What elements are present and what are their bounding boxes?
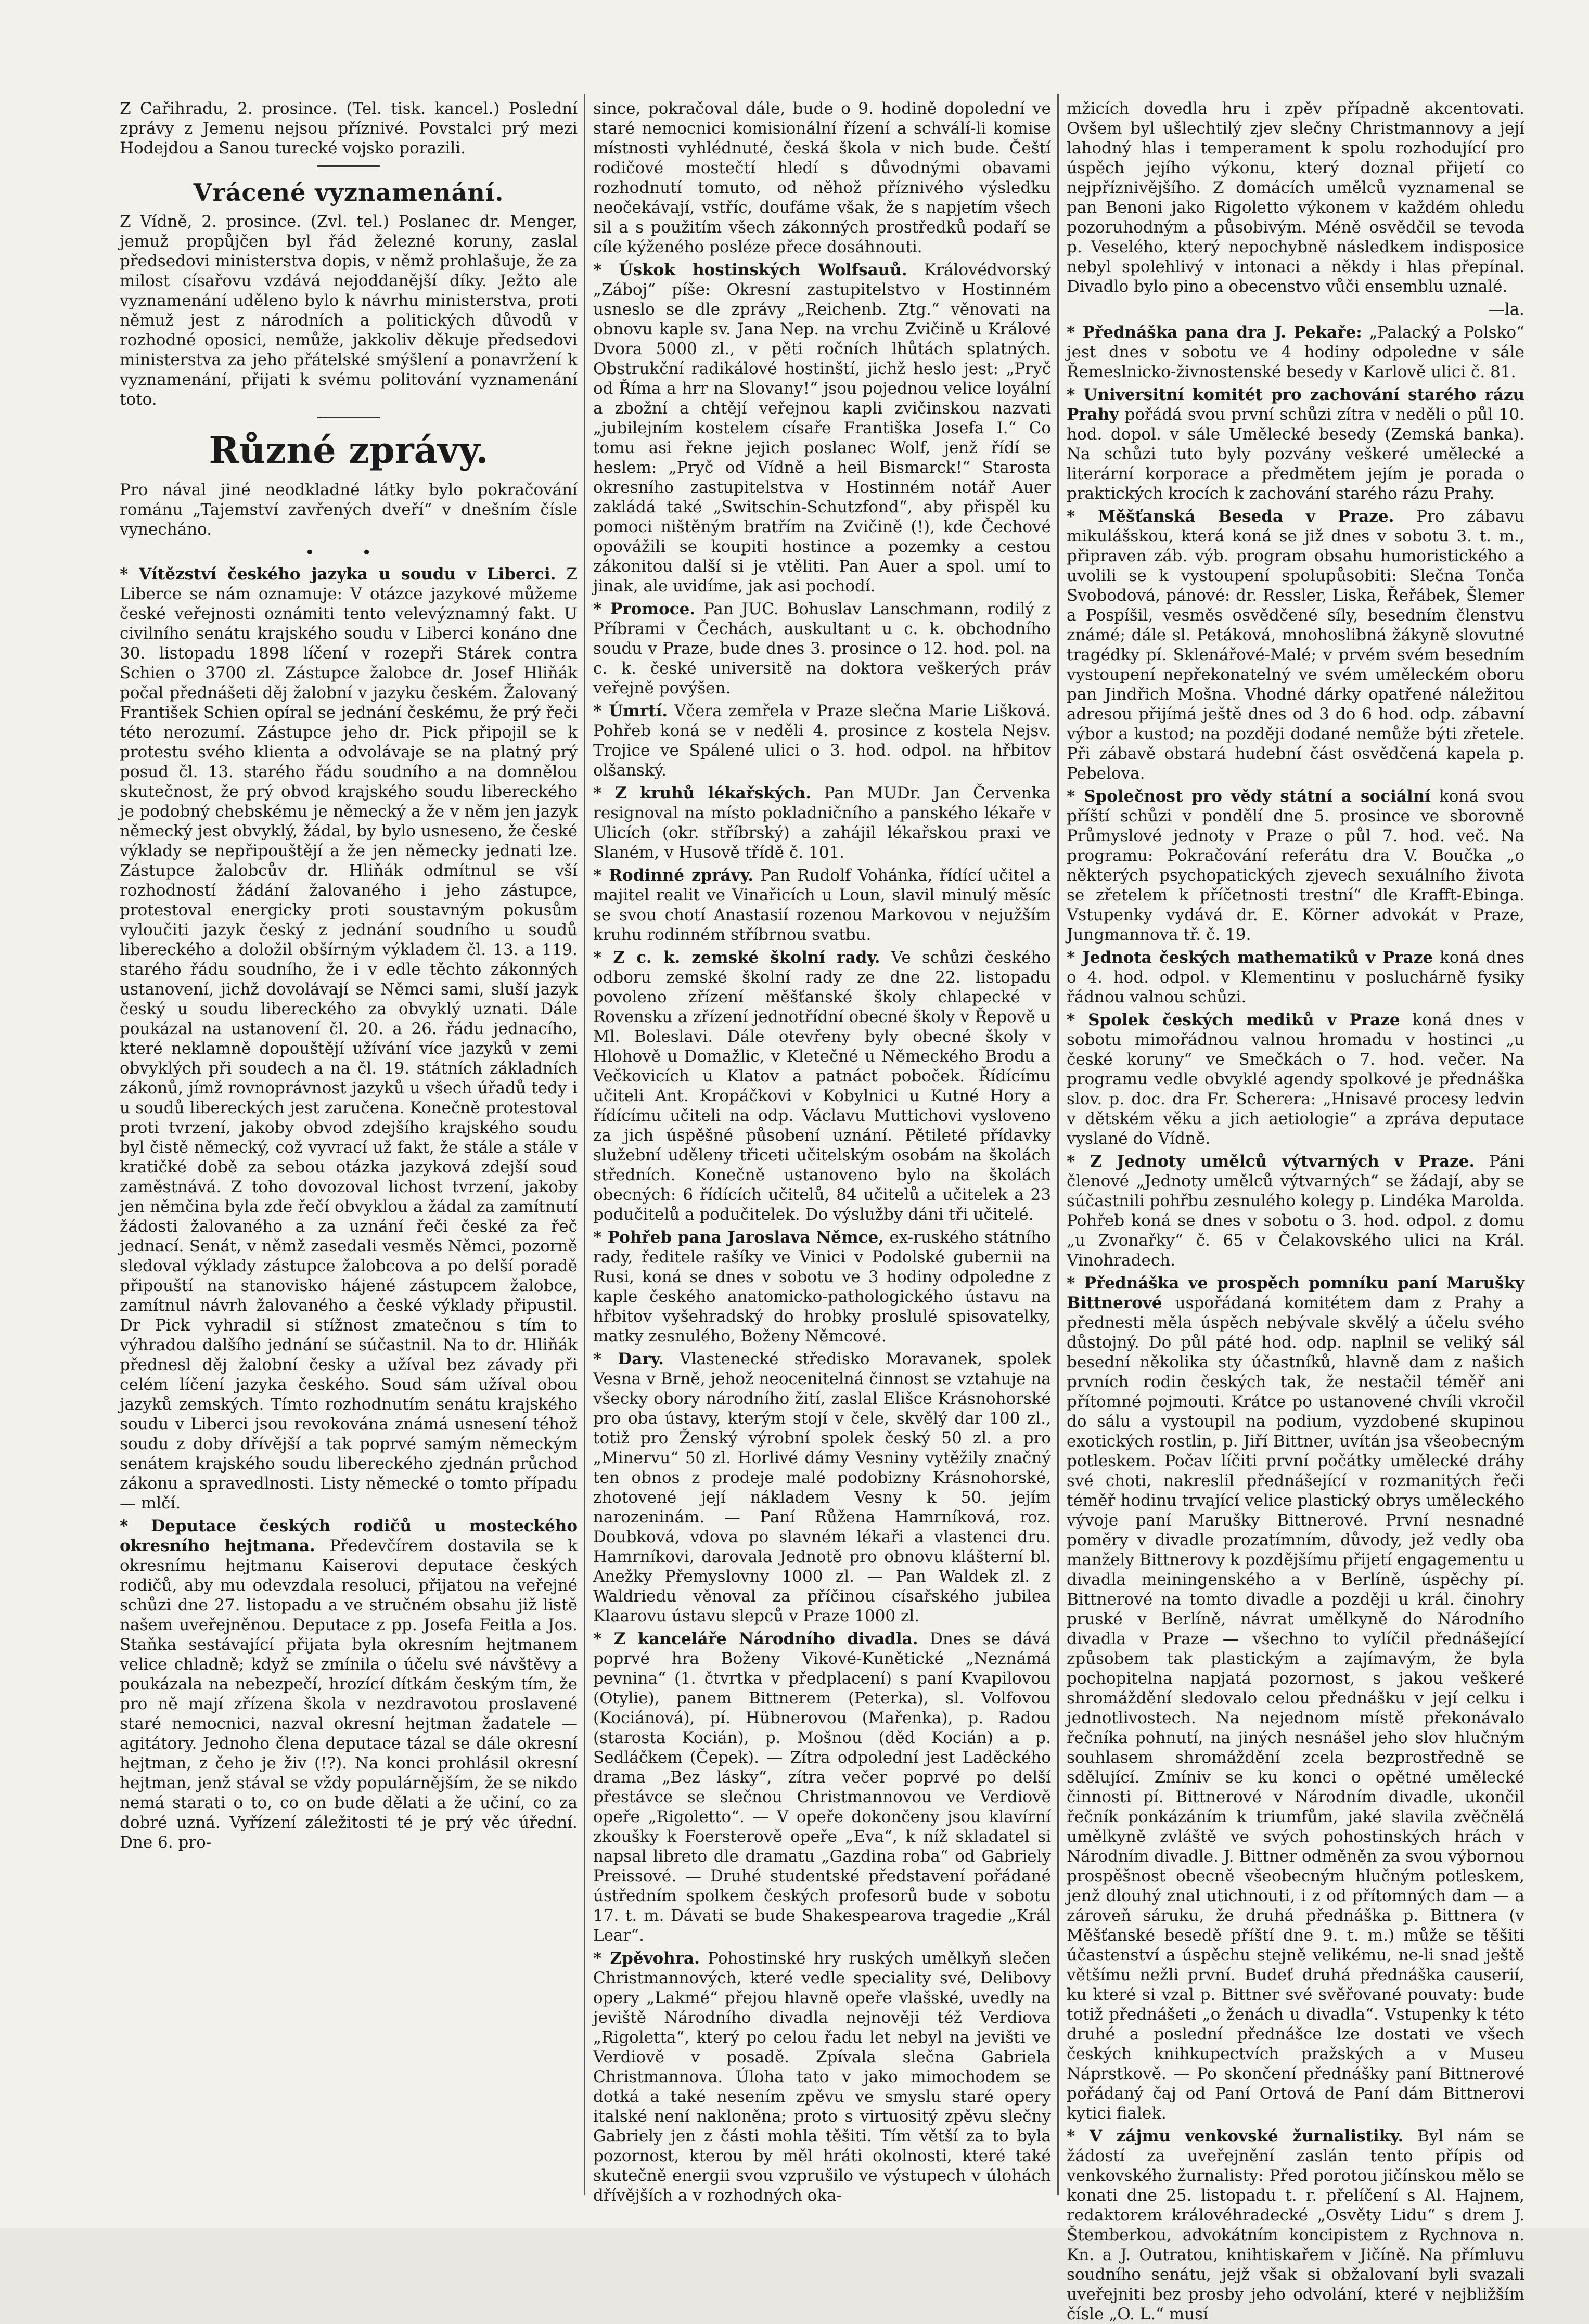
article — [1067, 507, 1524, 783]
article — [1067, 322, 1524, 382]
article — [593, 1629, 1051, 1945]
article — [593, 1948, 1051, 2205]
separator — [317, 165, 380, 167]
article-text: Ve schůzi českého odboru zemské školní rady ze dne 22. listopadu povoleno zřízení měšťanské školy chlapecké v Rovensku a zřízení jednotřídní obecné školy v Řepově u Ml. Boleslavi. Dále otevřeny byly obecné školy v Hlohově u Domažlic, v Kletečné u Německého Brodu a Večkovicích u Klatov a patnáct poboček. Řídícímu učiteli Ant. Kropáčkovi v Kobylnici u Kutné Hory a řídícímu učiteli na odp. Václavu Muttichovi vysloveno za jich úspěšné působení uznání. Pětileté přídavky služební uděleny třiceti učitelským osobám na školách středních. Konečně ustanoveno bylo na školách obecných: 6 řídících učitelů, 84 učitelů a učitelek a 23 podučitelů a podučitelek. Do výslužby dáni tři učitelé. — [593, 948, 1051, 1224]
article — [593, 866, 1051, 945]
article-text: koná dnes v sobotu mimořádnou valnou hromadu v hostinci „u české koruny“ ve Smečkách o 7. hod. večer. Na programu vedle obvyklé agendy spolkové je přednáška slov. p. doc. dra Fr. Scherera: „Hnisavé procesy ledvin v dětském věku a jich aetiologie“ a zpráva deputace vyslané do Vídně. — [1067, 1011, 1524, 1148]
article — [593, 701, 1051, 780]
article-title: * Z kanceláře Národního divadla. — [593, 1630, 918, 1648]
article-text: Pan JUC. Bohuslav Lanschmann, rodilý z Příbrami v Čechách, auskultant u c. k. obchodního soudu v Praze, bude dnes 3. prosince o 12. hod. pol. na c. k. české universitě na doktora veškerých práv veřejně povýšen. — [593, 600, 1051, 698]
article-text: since, pokračoval dále, bude o 9. hodině dopolední ve staré nemocnici komisionální řízení a schválí-li komise místnosti vyhlédnuté, česká škola v nich bude. Čeští rodičové mostečtí hledí s důvodnými obavami rozhodnutí tomuto, od něhož příznivého výsledku neočekávají, vstříc, doufáme však, že s napjetím všech sil a s použitím všech zákonných prostředků podaří se cíle kýženého posléze přece dosáhnouti. — [593, 99, 1051, 256]
article-text: „Palacký a Polsko“ jest dnes v sobotu ve 4 hodiny odpoledne v sále Řemeslnicko-živnostenské besedy v Karlově ulici č. 81. — [1067, 323, 1525, 381]
article-text: Dnes se dává poprvé hra Boženy Vikové-Kunětické „Neznámá pevnina“ (1. čtvrtka v předplacení) s paní Kvapilovou (Otylie), panem Bittnerem (Peterka), sl. Volfovou (Kociánová), pí. Hübnerovou (Mařenka), p. Radou (starosta Kocián), p. Mošnou (děd Kocián) a p. Sedláčkem (Čepek). — Zítra odpolední jest Laděckého drama „Bez lásky“, zítra večer poprvé po delší přestávce se slečnou Christmannovou ve Verdiově opeře „Rigoletto“. — V opeře dokončeny jsou klavírní zkoušky k Foersterově opeře „Eva“, k níž skladatel si napsal libreto dle dramatu „Gazdina roba“ od Gabriely Preissové. — Druhé studentské představení pořádané ústředním spolkem českých profesorů bude v sobotu 17. t. m. Dávati se bude Shakespearova tragedie „Král Lear“. — [593, 1630, 1052, 1945]
article — [1067, 1152, 1524, 1270]
article — [593, 599, 1051, 698]
article-title: * Universitní komitét pro zachování starého rázu Prahy — [1067, 385, 1524, 424]
column-rule — [1057, 94, 1059, 2195]
article-text: Vlastenecké středisko Moravanek, spolek Vesna v Brně, jehož neocenitelná činnost se vztahuje na všecky obory národního žití, zaslal Elišce Krásnohorské pro oba ústavy, kterým stojí v čele, skvělý dar 100 zl., totiž pro Ženský výrobní spolek český 50 zl. a pro „Minervu“ 50 zl. Horlivé dámy Vesniny vytěžily značný ten obnos z prodeje malé podobizny Krásnohorské, zhotovené její nákladem Vesny k 50. jejím narozeninám. — Paní Růžena Hamrníková, roz. Doubková, vdova po slavném lékaři a vlastenci dru. Hamrníkovi, darovala Jednotě pro obnovu klášterní bl. Anežky Přemyslovny 1000 zl. — Pan Waldek zl. z Waldriedu věnoval za příčinou císařského jubilea Klaarovu ústavu slepců v Praze 1000 zl. — [593, 1350, 1051, 1625]
article-text: Pro nával jiné neodkladné látky bylo pokračování románu „Tajemství zavřených dveří“ v dnešním čísle vynecháno. — [120, 481, 578, 539]
article — [1067, 385, 1524, 503]
article — [593, 948, 1051, 1224]
article-title: * Měšťanská Beseda v Praze. — [1067, 507, 1394, 526]
article-title: * Z kruhů lékařských. — [593, 784, 812, 803]
article-text: Včera zemřela v Praze slečna Marie Lišková. Pohřeb koná se v neděli 4. prosince z kostela Nejsv. Trojice ve Spálené ulici o 3. hod. odpol. na hřbitov olšanský. — [593, 702, 1052, 780]
article-title: * V zájmu venkovské žurnalistiky. — [1067, 2127, 1404, 2146]
article — [1067, 786, 1524, 945]
article-title: * Jednota českých mathematiků v Praze — [1067, 948, 1433, 967]
article — [593, 1349, 1051, 1626]
article-text: Královédvorský „Záboj“ píše: Okresní zastupitelstvo v Hostinném usneslo se dle zprávy „Reichenb. Ztg.“ věnovati na obnovu kaple sv. Jana Nep. na vrchu Zvičině u Králové Dvora 5000 zl., v pěti ročních lhůtách splatných. Obstrukční radikálové hostinští, jichž heslo jest: „Pryč od Říma a hrr na Slovany!“ jsou pojednou velice loyální a zbožní a chtějí veřejnou kapli zvičinskou nazvati „jubilejním kostelem císaře Františka Josefa I.“ Co tomu asi řekne jejich poslanec Wolf, jenž řídí se heslem: „Pryč od Vídně a heil Bismarck!“ Starosta okresního zastupitelstva v Hostinném notář Auer zakládá také „Switschin-Schutzfond“, aby přispěl ku pomoci ništěným bratřím na Zvičině (!), kde Čechové opovážili se koupiti hostince a pozemky a cestou zákonitou další si je vtěliti. Pan Auer a spol. umí to jinak, ale uvidíme, jak asi pochodí. — [593, 261, 1051, 596]
article-title: * Úmrtí. — [593, 702, 668, 720]
article-text: uspořádaná komitétem dam z Prahy a přednesti měla úspěch nebývale skvělý a účelu svého důstojný. Do půl páté hod. odp. naplnil se veliký sál besední několika sty účastníků, hlavně dam z našich prvních rodin českých tak, že nestačil téměř ani přítomné pojmouti. Krátce po ustanovené chvíli vkročil do sálu a vystoupil na podium, vyzdobené skupinou exotických rostlin, p. Jiří Bittner, uvítán jsa všeobecným potleskem. Počav líčiti první počátky umělecké dráhy své choti, nakreslil přednášející v rozmanitých řeči téměř hodinu trvající velice plastický obrys uměleckého vývoje paní Marušky Bittnerové. První nesnadné poměry v divadle prozatímním, důvody, jež vedly oba manžely Bittnerovy k pozdějšímu přijetí engagementu u divadla meiningenského a v Berlíně, úspěchy pí. Bittnerové na tomto divadle a později u král. činohry pruské v Berlíně, návrat umělkyně do Národního divadla v Praze — všechno to vylíčil přednášející způsobem tak plastickým a zajímavým, že byla pochopitelna napjatá pozornost, s jakou veškeré shromáždění sledovalo celou přednášku v její celku i jednotlivostech. Na nejednom místě překonávalo řečníka pohnutí, na jiných nesnášel jeho slov hlučným souhlasem shromáždění zcela bezprostředně se sdělující. Zmíniv se ku konci o opětné umělecké činnosti pí. Bittnerové v Národním divadle, ukončil řečník ponkázáním k triumfům, jaké slavila zvěčnělá umělkyně zvláště ve svých pohostinských hrách v Národním divadle. J. Bittner odměněn za svou výbornou prospěšnost obecně všeobecným hlučným potleskem, jenž dlouhý znal utichnouti, i z od přítomných dam — a zároveň sáruku, že druhá přednáška p. Bittnera (v Měšťanské besedě příští dne 9. t. m.) může se těšiti účastenství a úspěchu stejně velikému, ne-li snad ještě většímu nežli první. Budeť druhá přednáška causerií, ku které si vzal p. Bittner své svěřované pouvaty: bude totiž přednášeti „o ženách u divadla“. Vstupenky k této druhé a poslední přednášce lze dostati ve všech českých knihkupectvích pražských a v Museu Náprstkově. — Po skončení přednášky paní Bittnerové pořádaný čaj od Paní Ortová de Paní dám Bittnerovi kytici fialek. — [1067, 1294, 1524, 2123]
article-title: * Z Jednoty umělců výtvarných v Praze. — [1067, 1152, 1475, 1171]
article — [1067, 1273, 1524, 2123]
separator — [317, 417, 380, 418]
author-signature: —la. — [1488, 300, 1524, 319]
article — [593, 1228, 1051, 1346]
article-text: mžicích dovedla hru i zpěv případně akcentovati. Ovšem byl ušlechtilý zjev slečny Christmannovy a její lahodný hlas i temperament k spolu rozhodující pro úspěch jejího výkonu, který doznal přijetí co nejpříznivějšího. Z domácích umělců vyznamenal se pan Benoni jako Rigoletto výkonem v každém ohledu pozoruhodným a působivým. Méně osvědčil se tevoda p. Veselého, který nepochybně následkem indisposice nebyl spolehlivý v intonaci a někdy i hlas přepínal. Divadlo bylo pino a obecenstvo vůči ensemblu uznalé. — [1067, 99, 1524, 296]
article-text: Pro zábavu mikulášskou, která koná se již dnes v sobotu 3. t. m., připraven záb. výb. program obsahu humoristického a uvolili se k vystoupení spolupůsobiti: Slečna Tonča Svobodová, pánové: dr. Ressler, Liska, Řeřábek, Šlemer a Pospíšil, vesměs osvědčené síly, besedním členstvu známé; dále sl. Petáková, mnohoslibná žákyně slovutné tragédky pí. Sklenářové-Malé; v prvém svém besedním vystoupení nepřekonatelný ve svém uměleckém oboru pan Jindřich Mošna. Vhodné dárky opatřené náležitou adresou přijímá ještě dnes od 3 do 6 hod. odp. zábavní výbor a kustod; na později dodané nemůže býti zřetele. Při zábavě obstará hudební část osvědčená kapela p. Pebelova. — [1067, 507, 1524, 783]
article-text: koná dnes o 4. hod. odpol. v Klementinu v posluchárně fysiky řádnou valnou schůzi. — [1067, 948, 1524, 1006]
article — [120, 564, 578, 1513]
article-text: Předevčírem dostavila se k okresnímu hejtmanu Kaiserovi deputace českých rodičů, aby mu odevzdala resoluci, přijatou na veřejné schůzi dne 27. listopadu a ve stručném obsahu již listě našem uveřejněnou. Deputace z pp. Josefa Feitla a Jos. Staňka sestávající přijata byla okresním hejtmanem velice chladně; když se zmínila o účelu své návštěvy a poukázala na nebezpečí, hrozící dítkám českým tím, že pro ně mají zřízena škola v nezdravotou proslavené staré nemocnici, nazval okresní hejtman žadatele — agitátory. Jednoho člena deputace tázal se dále okresní hejtman, z čeho je živ (!?). Na konci prohlásil okresní hejtman, jenž stával se vždy populárnějším, že se nikdo nemá starati o to, co on bude dělati a že učiní, co za dobré uzná. Vyřízení záležitosti té je prý věc úřední. Dne 6. pro- — [120, 1537, 578, 1852]
column-2 — [593, 99, 1052, 2205]
article-text: Z Cařihradu, 2. prosince. (Tel. tisk. kancel.) Poslední zprávy z Jemenu nejsou příznivé. Povstalci prý mezi Hodejdou a Sanou turecké vojsko porazili. — [120, 99, 578, 158]
article-title: * Dary. — [593, 1350, 664, 1368]
article-title: * Spolek českých mediků v Praze — [1067, 1011, 1400, 1029]
article-text: Pan Rudolf Vohánka, řídící učitel a majitel realit ve Vinařicích u Loun, slavil minulý měsíc se svou chotí Anastasií rozenou Markovou v nejužším kruhu rodinném stříbrnou svatbu. — [593, 866, 1052, 944]
article-text: ex-ruského státního rady, ředitele rašíky ve Vinici v Podolské gubernii na Rusi, koná se dnes v sobotu ve 3 hodiny odpoledne z kaple českého anatomicko-pathologického ústavu na hřbitov vyšehradský do hrobky proslulé spisovatelky, matky zesnulého, Boženy Němcové. — [593, 1228, 1051, 1346]
article-title: * Přednáška ve prospěch pomníku paní Marušky Bittnerové — [1067, 1274, 1524, 1312]
article-text: Páni členové „Jednoty umělců výtvarných“ se žádají, aby se súčastnili pohřbu zesnulého kolegy p. Lindéka Marolda. Pohřeb koná se dnes v sobotu o 3. hod. odpol. z domu „u Zvonařky“ č. 65 v Čelakovského ulici na Král. Vinohradech. — [1067, 1152, 1524, 1270]
article-title: * Rodinné zprávy. — [593, 866, 754, 885]
dots-divider: • • — [305, 543, 392, 562]
article — [120, 1516, 578, 1852]
article — [1067, 1010, 1524, 1148]
article-text: Byl nám se žádostí za uveřejnění zaslán tento přípis od venkovského žurnalisty: Před porotou jičínskou mělo se konati dne 25. listopadu t. r. přelíčení s Al. Hajnem, redaktorem královéhradecké „Osvěty Lidu“ s drem J. Štemberkou, advokátním koncipistem z Rychnova n. Kn. a J. Outratou, knihtiskařem v Jičíně. Na přímluvu soudního senátu, jejž však si obžalovaní byli svazali uveřejniti bez prosby jeho odvolání, které v nejbližším čísle „O. L.“ musí — [1067, 2127, 1525, 2323]
article-text: Pohostinské hry ruských umělkyň slečen Christmannových, které vedle speciality své, Delibovy opery „Lakmé“ přejou hlavně opeře vlašské, uvedly na jeviště Národního divadla nejnověji též Verdiova „Rigoletta“, který po celou řadu let nebyl na jevišti ve Verdiově v posadě. Zpívala slečna Gabriela Christmannova. Úloha tato v jako mimochodem se dotká a také nesením zpěvu ve smyslu staré opery italské není nakloněna; proto s virtuositý zpěvu slečny Gabriely jen z části mohla těšiti. Tím větší za to byla pozornost, kterou by měl hráti okolnosti, které také skutečně energii svou vzprušilo ve výstupech v úlohách dřívějších a v rozhodných oka- — [593, 1949, 1051, 2205]
article-text: Z Liberce se nám oznamuje: V otázce jazykové můžeme české veřejnosti oznámiti tento velevýznamný fakt. U civilního senátu krajského soudu v Liberci konáno dne 30. listopadu 1898 líčení v rozepři Stárek contra Schien o 3700 zl. Zástupce žalobce dr. Josef Hliňák počal přednášeti děj žalobní v jazyku českém. Žalovaný František Schien opíral se jednání českému, že prý řeči této nerozumí. Zástupce jeho dr. Pick připojil se k protestu svého klienta a odvolávaje se na platný prý posud čl. 13. starého řádu soudního a na domnělou skutečnost, že prý obvod krajského soudu libereckého je podobný chebskému je německý a že v něm jen jazyk německý jest obvyklý, žádal, by bylo usneseno, že české výklady se nepřipouštějí a že jen německy jednati lze. Zástupce žalobcův dr. Hliňák odmítnul se vší rozhodností žádání žalovaného i jeho zástupce, protestoval energicky proti soustavným pokusům vyloučiti jazyk český z jednání soudního u soudů libereckého a doložil obšírným výkladem čl. 13. a 119. starého řádu soudního, že i v edle těchto zákonných ustanovení, jichž dovolávají se Němci sami, sluší jazyk český u soudu libereckého za obvyklý uznati. Dále poukázal na ustanovení čl. 20. a 26. řádu jednacího, které neklamně dopouštějí užívání více jazyků v zemi obvyklých při soudech a na čl. 19. státních základních zákonů, jímž rovnoprávnost jazyků u všech úřadů tedy i u soudů libereckých jest zaručena. Konečně protestoval proti tvrzení, jakoby obvod zdejšího krajského soudu byl čistě německý, což vyvrací už fakt, že stále a stále v kratičké době za sebou otázka jazyková zdejší soud zaměstnává. Z toho dovozoval lichost tvrzení, jakoby jen němčina byla zde řečí obvyklou a žádal za zamítnutí žádosti žalovaného a za uznání řeči české za řeč jednací. Senát, v němž zasedali vesměs Němci, pozorně sledoval výklady zástupce žalobcova a po delší poradě připouští na stanovisko hájené zástupcem žalobce, zamítnul návrh žalovaného a české výklady připustil. Dr Pick vyhradil si stížnost zmatečnou s tím to výhradou dalšího jednání se súčastnil. Na to dr. Hliňák přednesl děj žalobní česky a užíval bez závady při celém líčení jazyka českého. Soud sám užíval obou jazyků zemských. Tímto rozhodnutím senátu krajského soudu v Liberci jsou revokována známá usnesení téhož soudu z doby dřívější a tak poprvé samým německým senátem krajského soudu libereckého zjednán průchod zákonu a spravedlnosti. Listy německé o tomto případu — mlčí. — [120, 565, 578, 1513]
article-text: koná svou příští schůzi v pondělí dne 5. prosince ve sborovně Průmyslové jednoty v Praze o půl 7. hod. več. Na programu: Pokračování referátu dra V. Boučka „o některých psychopatických zjevech sexuálního života se zřetelem k příčetnosti trestní“ dle Krafft-Ebinga. Vstupenky vydává dr. E. Körner advokát v Praze, Jungmannova tř. č. 19. — [1067, 787, 1525, 944]
article-text: Z Vídně, 2. prosince. (Zvl. tel.) Poslanec dr. Menger, jemuž propůjčen byl řád železné koruny, zaslal předsedovi ministerstva dopis, v němž prohlašuje, že za milost císařovu vzdává nejoddanější díky. Ježto ale vyznamenání uděleno bylo k návrhu ministerstva, proti němuž jest z národních a politických důvodů v rozhodné oposici, nemůže, jakkoliv děkuje předsedovi ministerstva za jeho přátelské smýšlení a ponavržení k vyznamenání, přijati k svému politování vyznamenání toto. — [120, 212, 578, 409]
article — [1067, 948, 1524, 1007]
section-title: Různé zprávy. — [209, 429, 489, 472]
column-3 — [1067, 99, 1525, 2323]
article — [593, 783, 1051, 862]
article-title: * Přednáška pana dra J. Pekaře: — [1067, 323, 1362, 342]
article-title: * Promoce. — [593, 600, 696, 618]
article — [1067, 2126, 1524, 2324]
article-title: * Pohřeb pana Jaroslava Němce, — [593, 1228, 885, 1247]
article-title: * Vítězství českého jazyka u soudu v Liberci. — [120, 565, 556, 584]
article — [593, 260, 1051, 596]
article-text: pořádá svou první schůzi zítra v neděli o půl 10. hod. dopol. v sále Umělecké besedy (Zemská banka). Na schůzi tuto byly pozvány veškeré umělecké a literární korporace a předmětem jejím je porada o praktických krocích k zachování starého rázu Prahy. — [1067, 405, 1524, 503]
article-title: * Deputace českých rodičů u mosteckého okresního hejtmana. — [120, 1517, 578, 1555]
article-title: * Zpěvohra. — [593, 1949, 700, 1968]
column-1 — [120, 99, 578, 2190]
article-title: * Z c. k. zemské školní rady. — [593, 948, 880, 967]
article-title: * Úskok hostinských Wolfsauů. — [593, 261, 907, 279]
article-text: Pan MUDr. Jan Červenka resignoval na místo pokladničního a panského lékaře v Ulicích (okr. stříbrský) a zahájil lékařskou praxi ve Slaném, v Husově třídě č. 101. — [593, 784, 1051, 862]
article-title: * Společnost pro vědy státní a sociální — [1067, 787, 1431, 806]
headline: Vrácené vyznamenání. — [193, 178, 504, 206]
column-rule — [584, 94, 585, 2195]
